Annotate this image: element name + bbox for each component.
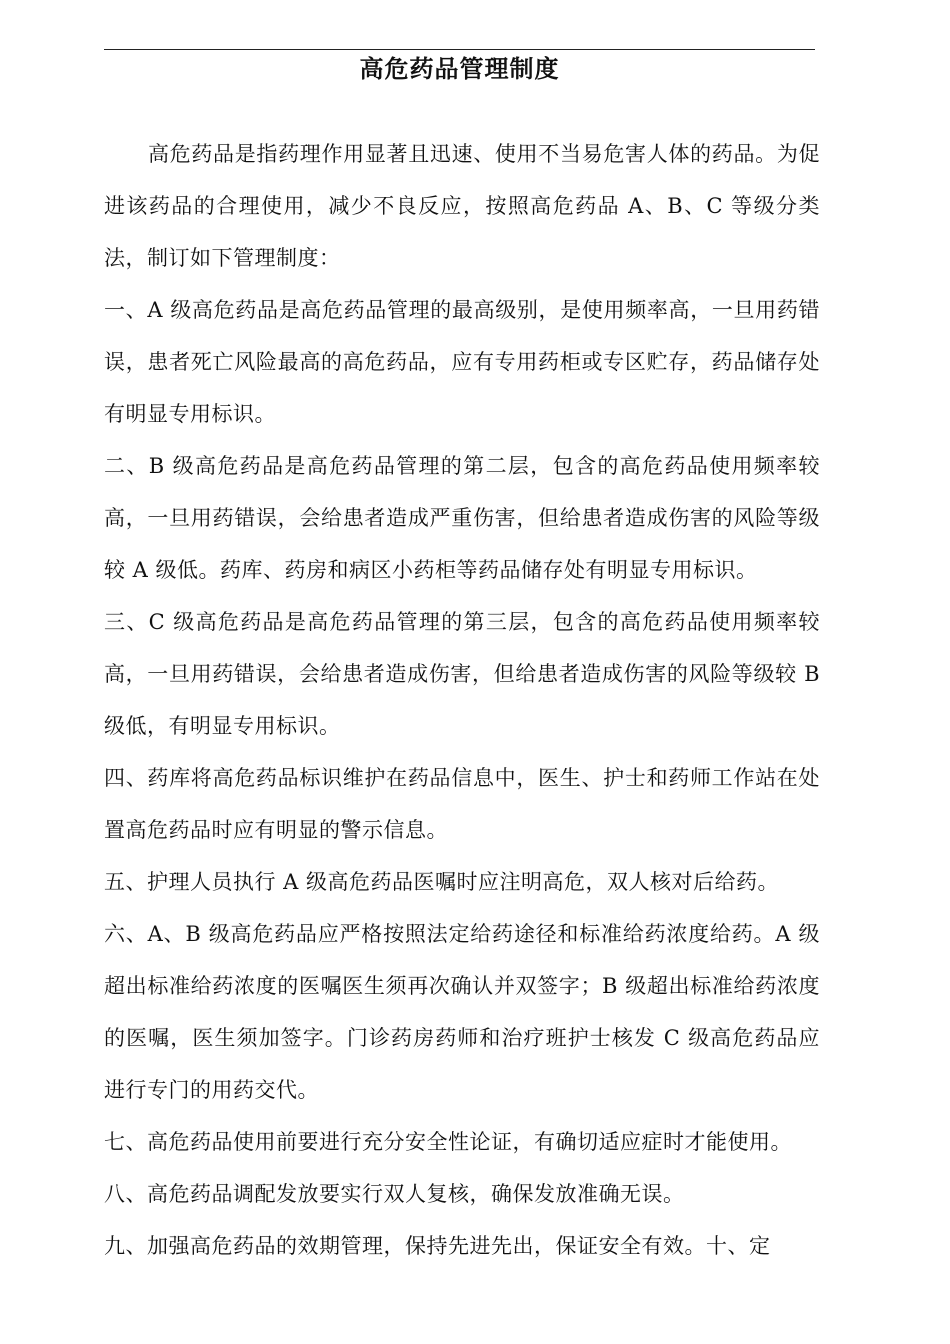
intro-paragraph: 高危药品是指药理作用显著且迅速、使用不当易危害人体的药品。为促进该药品的合理使用，减少不良反应，按照高危药品 A、B、C 等级分类法，制订如下管理制度： xyxy=(104,142,820,270)
clause-6: 六、A、B 级高危药品应严格按照法定给药途径和标准给药浓度给药。A 级超出标准给药浓度的医嘱医生须再次确认并双签字；B 级超出标准给药浓度的医嘱，医生须加签字。门诊药房药师和治疗班护士核发 C 级高危药品应进行专门的用药交代。 xyxy=(104,922,820,1102)
clause-7: 七、高危药品使用前要进行充分安全性论证，有确切适应症时才能使用。 xyxy=(104,1130,792,1154)
clause-5: 五、护理人员执行 A 级高危药品医嘱时应注明高危，双人核对后给药。 xyxy=(104,870,780,894)
clause-8: 八、高危药品调配发放要实行双人复核，确保发放准确无误。 xyxy=(104,1182,685,1206)
clause-3: 三、C 级高危药品是高危药品管理的第三层，包含的高危药品使用频率较高，一旦用药错误，会给患者造成伤害，但给患者造成伤害的风险等级较 B 级低，有明显专用标识。 xyxy=(104,610,820,738)
document-title: 高危药品管理制度 xyxy=(359,55,560,83)
document-body xyxy=(104,128,820,1272)
header-rule xyxy=(104,49,815,50)
clause-9: 九、加强高危药品的效期管理，保持先进先出，保证安全有效。十、定 xyxy=(104,1234,771,1258)
clause-4: 四、药库将高危药品标识维护在药品信息中，医生、护士和药师工作站在处置高危药品时应有明显的警示信息。 xyxy=(104,766,820,842)
clause-2: 二、B 级高危药品是高危药品管理的第二层，包含的高危药品使用频率较高，一旦用药错误，会给患者造成严重伤害，但给患者造成伤害的风险等级较 A 级低。药库、药房和病区小药柜等药品储存处有明显专用标识。 xyxy=(104,454,820,582)
clause-1: 一、A 级高危药品是高危药品管理的最高级别，是使用频率高，一旦用药错误，患者死亡风险最高的高危药品，应有专用药柜或专区贮存，药品储存处有明显专用标识。 xyxy=(104,298,820,426)
